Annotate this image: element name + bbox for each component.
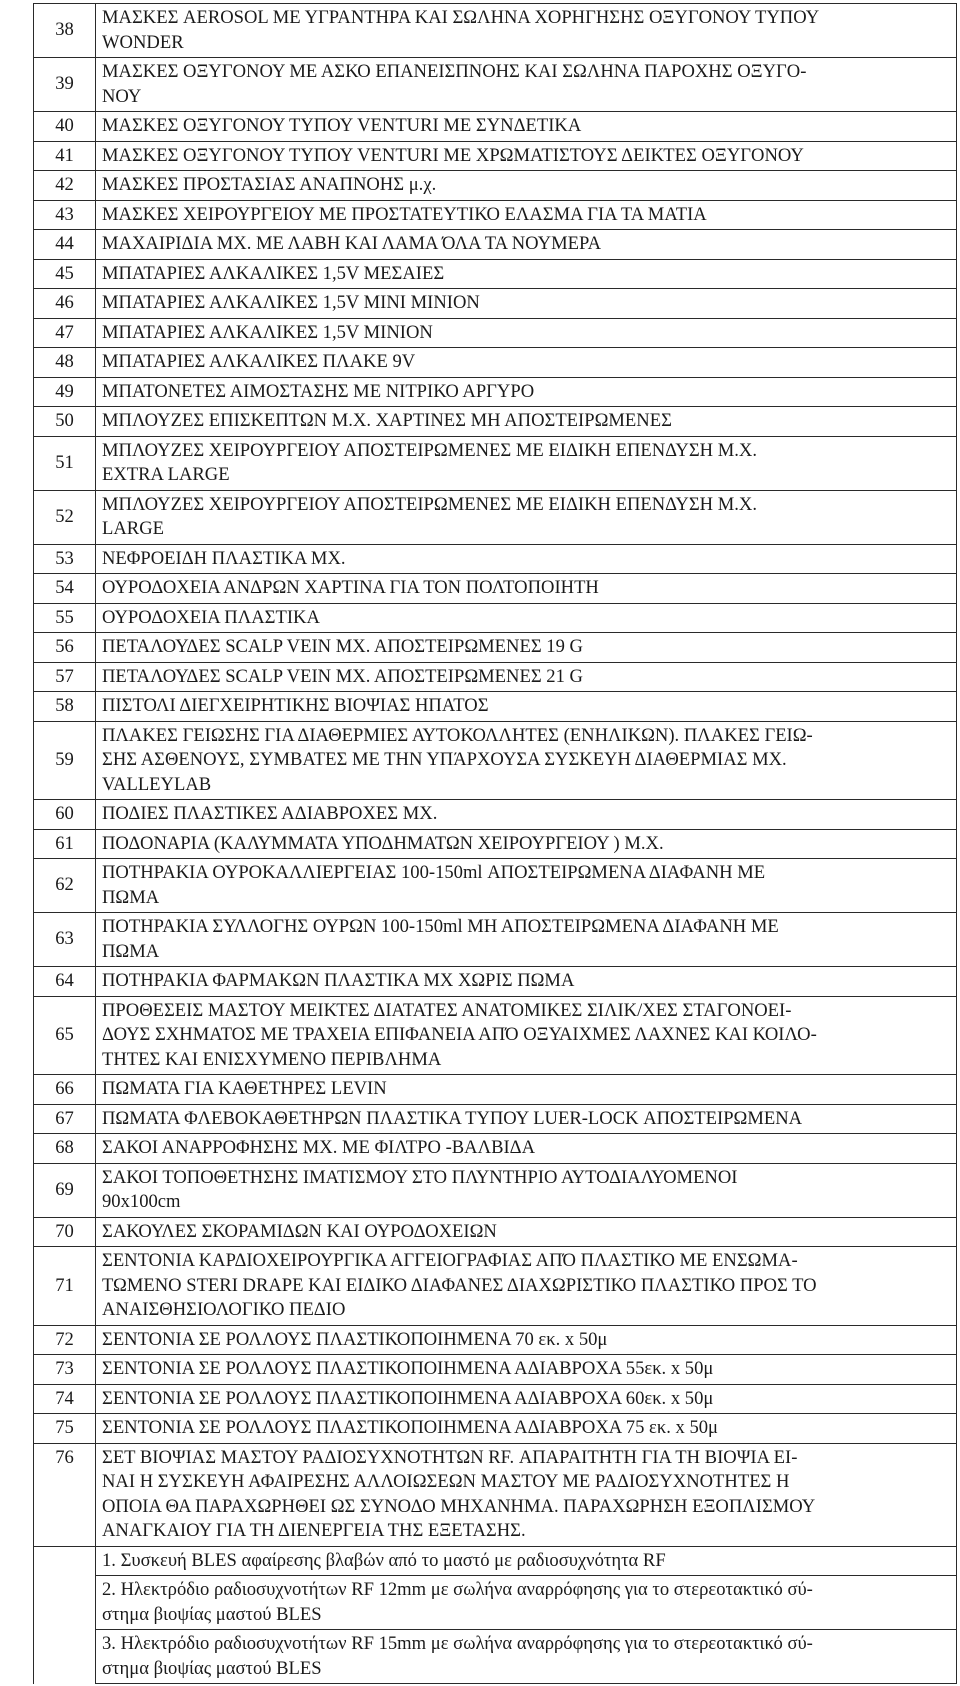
description-line: ΠΩΜΑΤΑ ΦΛΕΒΟΚΑΘΕΤΗΡΩΝ ΠΛΑΣΤΙΚΑ ΤΥΠΟΥ LUER-LOCK ΑΠΟΣΤΕΙΡΩΜΕΝΑ bbox=[102, 1107, 803, 1129]
item-number: 51 bbox=[34, 436, 96, 490]
item-description bbox=[96, 662, 957, 692]
description-line: ΠΩΜΑΤΑ ΓΙΑ ΚΑΘΕΤΗΡΕΣ LEVIN bbox=[102, 1078, 387, 1099]
table-row bbox=[34, 4, 957, 58]
table-row bbox=[34, 721, 957, 800]
table-row bbox=[34, 1217, 957, 1247]
table-row bbox=[34, 1247, 957, 1326]
description-line: ΣΗΣ ΑΣΘΕΝΟΥΣ, ΣΥΜΒΑΤΕΣ ΜΕ ΤΗΝ ΥΠΆΡΧΟΥΣΑ ΣΥΣΚΕΥΗ ΔΙΑΘΕΡΜΙΑΣ ΜΧ. bbox=[102, 749, 787, 770]
description-line: LARGE bbox=[102, 518, 164, 539]
table-row bbox=[34, 996, 957, 1075]
description-line: ΣΕΤ ΒΙΟΨΙΑΣ ΜΑΣΤΟΥ ΡΑΔΙΟΣΥΧΝΟΤΗΤΩΝ RF. ΑΠΑΡΑΙΤΗΤΗ ΓΙΑ ΤΗ ΒΙΟΨΙΑ ΕΙ- bbox=[102, 1446, 798, 1468]
description-line: 1. Συσκευή BLES αφαίρεσης βλαβών από το μαστό με ραδιοσυχνότητα RF bbox=[102, 1549, 666, 1571]
description-line: ΜΠΑΤΑΡΙΕΣ ΑΛΚΑΛΙΚΕΣ 1,5V MINI MINION bbox=[102, 292, 480, 313]
description-line: ΠΟΤΗΡΑΚΙΑ ΣΥΛΛΟΓΗΣ ΟΥΡΩΝ 100-150ml ΜΗ ΑΠΟΣΤΕΙΡΩΜΕΝΑ ΔΙΑΦΑΝΗ ΜΕ bbox=[102, 916, 779, 937]
item-number: 44 bbox=[34, 230, 96, 260]
item-description bbox=[96, 259, 957, 289]
item-description bbox=[96, 913, 957, 967]
table-row bbox=[34, 1576, 957, 1630]
table-row bbox=[34, 490, 957, 544]
table-row bbox=[34, 112, 957, 142]
table-row bbox=[34, 377, 957, 407]
item-number: 64 bbox=[34, 967, 96, 997]
table-row bbox=[34, 633, 957, 663]
table-row bbox=[34, 289, 957, 319]
description-line: ΝΟΥ bbox=[102, 85, 142, 107]
table-row bbox=[34, 574, 957, 604]
item-number: 55 bbox=[34, 603, 96, 633]
description-line: ΣΕΝΤΟΝΙΑ ΣΕ ΡΟΛΛΟΥΣ ΠΛΑΣΤΙΚΟΠΟΙΗΜΕΝΑ 70 εκ. x 50μ bbox=[102, 1328, 608, 1350]
description-line: ΟΥΡΟΔΟΧΕΙΑ ΑΝΔΡΩΝ ΧΑΡΤΙΝΑ ΓΙΑ ΤΟΝ ΠΟΛΤΟΠΟΙΗΤΗ bbox=[102, 577, 599, 598]
item-description bbox=[96, 318, 957, 348]
description-line: ΜΠΛΟΥΖΕΣ ΧΕΙΡΟΥΡΓΕΙΟΥ ΑΠΟΣΤΕΙΡΩΜΕΝΕΣ ΜΕ ΕΙΔΙΚΗ ΕΠΕΝΔΥΣΗ Μ.Χ. bbox=[102, 493, 757, 515]
sub-item-description bbox=[96, 1630, 957, 1684]
description-line: ΜΠΑΤΑΡΙΕΣ ΑΛΚΑΛΙΚΕΣ ΠΛΑΚΕ 9V bbox=[102, 351, 416, 372]
description-line: ΜΠΑΤΟΝΕΤΕΣ ΑΙΜΟΣΤΑΣΗΣ ΜΕ ΝΙΤΡΙΚΟ ΑΡΓΥΡΟ bbox=[102, 380, 535, 402]
item-number bbox=[34, 1576, 96, 1630]
item-number: 70 bbox=[34, 1217, 96, 1247]
item-description bbox=[96, 1247, 957, 1326]
item-number: 39 bbox=[34, 58, 96, 112]
item-number: 57 bbox=[34, 662, 96, 692]
table-row bbox=[34, 407, 957, 437]
table-row bbox=[34, 692, 957, 722]
item-description bbox=[96, 200, 957, 230]
table-row bbox=[34, 829, 957, 859]
description-line: ΔΟΥΣ ΣΧΗΜΑΤΟΣ ΜΕ ΤΡΑΧΕΙΑ ΕΠΙΦΑΝΕΙΑ ΑΠΌ ΟΞΥΑΙΧΜΕΣ ΛΑΧΝΕΣ ΚΑΙ ΚΟΙΛΟ- bbox=[102, 1024, 817, 1045]
item-number: 52 bbox=[34, 490, 96, 544]
description-line: ΣΕΝΤΟΝΙΑ ΣΕ ΡΟΛΛΟΥΣ ΠΛΑΣΤΙΚΟΠΟΙΗΜΕΝΑ ΑΔΙΑΒΡΟΧΑ 60εκ. x 50μ bbox=[102, 1387, 714, 1409]
item-number: 65 bbox=[34, 996, 96, 1075]
item-description bbox=[96, 692, 957, 722]
table-row bbox=[34, 859, 957, 913]
description-line: ΜΑΣΚΕΣ ΧΕΙΡΟΥΡΓΕΙΟΥ ΜΕ ΠΡΟΣΤΑΤΕΥΤΙΚΟ ΕΛΑΣΜΑ ΓΙΑ ΤΑ ΜΑΤΙΑ bbox=[102, 203, 707, 225]
item-description bbox=[96, 859, 957, 913]
item-description bbox=[96, 230, 957, 260]
description-line: ΠΟΤΗΡΑΚΙΑ ΦΑΡΜΑΚΩΝ ΠΛΑΣΤΙΚΑ ΜΧ ΧΩΡΙΣ ΠΩΜΑ bbox=[102, 970, 575, 991]
table-row bbox=[34, 1325, 957, 1355]
item-description bbox=[96, 633, 957, 663]
item-description bbox=[96, 996, 957, 1075]
item-description bbox=[96, 967, 957, 997]
item-description bbox=[96, 1414, 957, 1444]
description-line: ΜΑΣΚΕΣ ΟΞΥΓΟΝΟΥ ΤΥΠΟΥ VENTURI ΜΕ ΣΥΝΔΕΤΙΚΑ bbox=[102, 115, 582, 136]
table-row bbox=[34, 1630, 957, 1684]
description-line: ΜΑΣΚΕΣ ΟΞΥΓΟΝΟΥ ΤΥΠΟΥ VENTURI ΜΕ ΧΡΩΜΑΤΙΣΤΟΥΣ ΔΕΙΚΤΕΣ ΟΞΥΓΟΝΟΥ bbox=[102, 144, 804, 166]
item-description bbox=[96, 1384, 957, 1414]
item-number: 62 bbox=[34, 859, 96, 913]
item-number: 41 bbox=[34, 141, 96, 171]
description-line: VALLEYLAB bbox=[102, 773, 212, 795]
description-line: ΠΟΤΗΡΑΚΙΑ ΟΥΡΟΚΑΛΛΙΕΡΓΕΙΑΣ 100-150ml ΑΠΟΣΤΕΙΡΩΜΕΝΑ ΔΙΑΦΑΝΗ ΜΕ bbox=[102, 862, 766, 883]
description-line: ΝΑΙ Η ΣΥΣΚΕΥΗ ΑΦΑΙΡΕΣΗΣ ΑΛΛΟΙΩΣΕΩΝ ΜΑΣΤΟΥ ΜΕ ΡΑΔΙΟΣΥΧΝΟΤΗΤΕΣ Η bbox=[102, 1471, 790, 1492]
description-line: στημα βιοψίας μαστού BLES bbox=[102, 1657, 322, 1679]
description-line: WONDER bbox=[102, 31, 184, 53]
description-line: ΜΠΛΟΥΖΕΣ ΧΕΙΡΟΥΡΓΕΙΟΥ ΑΠΟΣΤΕΙΡΩΜΕΝΕΣ ΜΕ ΕΙΔΙΚΗ ΕΠΕΝΔΥΣΗ Μ.Χ. bbox=[102, 439, 757, 461]
table-row bbox=[34, 662, 957, 692]
item-description bbox=[96, 4, 957, 58]
description-line: ΠΛΑΚΕΣ ΓΕΙΩΣΗΣ ΓΙΑ ΔΙΑΘΕΡΜΙΕΣ ΑΥΤΟΚΟΛΛΗΤΕΣ (ΕΝΗΛΙΚΩΝ). ΠΛΑΚΕΣ ΓΕΙΩ- bbox=[102, 724, 813, 746]
item-description bbox=[96, 1163, 957, 1217]
item-number: 72 bbox=[34, 1325, 96, 1355]
item-number bbox=[34, 1630, 96, 1684]
description-line: ΟΠΟΙΑ ΘΑ ΠΑΡΑΧΩΡΗΘΕΙ ΩΣ ΣΥΝΟΔΟ ΜΗΧΑΝΗΜΑ. ΠΑΡΑΧΩΡΗΣΗ ΕΞΟΠΛΙΣΜΟΥ bbox=[102, 1495, 816, 1517]
table-row bbox=[34, 58, 957, 112]
item-description bbox=[96, 289, 957, 319]
item-number: 45 bbox=[34, 259, 96, 289]
description-line: ΠΕΤΑΛΟΥΔΕΣ SCALP VEIN ΜΧ. ΑΠΟΣΤΕΙΡΩΜΕΝΕΣ 19 G bbox=[102, 636, 583, 657]
item-number: 53 bbox=[34, 544, 96, 574]
item-description bbox=[96, 829, 957, 859]
table-row bbox=[34, 141, 957, 171]
item-number bbox=[34, 1546, 96, 1576]
item-number: 54 bbox=[34, 574, 96, 604]
item-description bbox=[96, 348, 957, 378]
table-row bbox=[34, 1134, 957, 1164]
item-number: 76 bbox=[34, 1443, 96, 1546]
description-line: ΣΕΝΤΟΝΙΑ ΚΑΡΔΙΟΧΕΙΡΟΥΡΓΙΚΑ ΑΓΓΕΙΟΓΡΑΦΙΑΣ ΑΠΌ ΠΛΑΣΤΙΚΟ ΜΕ ΕΝΣΩΜΑ- bbox=[102, 1250, 798, 1271]
description-line: ΠΩΜΑ bbox=[102, 886, 160, 908]
description-line: ΤΗΤΕΣ ΚΑΙ ΕΝΙΣΧΥΜΕΝΟ ΠΕΡΙΒΛΗΜΑ bbox=[102, 1048, 442, 1070]
description-line: ΠΟΔΙΕΣ ΠΛΑΣΤΙΚΕΣ ΑΔΙΑΒΡΟΧΕΣ ΜΧ. bbox=[102, 803, 438, 824]
item-description bbox=[96, 490, 957, 544]
table-row bbox=[34, 603, 957, 633]
description-line: ΑΝΑΙΣΘΗΣΙΟΛΟΓΙΚΟ ΠΕΔΙΟ bbox=[102, 1299, 346, 1320]
table-row bbox=[34, 259, 957, 289]
item-description bbox=[96, 721, 957, 800]
items-table bbox=[33, 3, 957, 1684]
item-number: 67 bbox=[34, 1104, 96, 1134]
table-row bbox=[34, 230, 957, 260]
description-line: ΣΑΚΟΥΛΕΣ ΣΚΟΡΑΜΙΔΩΝ ΚΑΙ ΟΥΡΟΔΟΧΕΙΩΝ bbox=[102, 1220, 497, 1242]
item-number: 58 bbox=[34, 692, 96, 722]
description-line: ΠΟΔΟΝΑΡΙΑ (ΚΑΛΥΜΜΑΤΑ ΥΠΟΔΗΜΑΤΩΝ ΧΕΙΡΟΥΡΓΕΙΟΥ ) Μ.Χ. bbox=[102, 832, 664, 854]
description-line: ΣΑΚΟΙ ΤΟΠΟΘΕΤΗΣΗΣ ΙΜΑΤΙΣΜΟΥ ΣΤΟ ΠΛΥΝΤΗΡΙΟ ΑΥΤΟΔΙΑΛΥΟΜΕΝΟΙ bbox=[102, 1166, 738, 1188]
description-line: ΣΕΝΤΟΝΙΑ ΣΕ ΡΟΛΛΟΥΣ ΠΛΑΣΤΙΚΟΠΟΙΗΜΕΝΑ ΑΔΙΑΒΡΟΧΑ 55εκ. x 50μ bbox=[102, 1358, 714, 1379]
table-row bbox=[34, 1443, 957, 1546]
table-row bbox=[34, 1414, 957, 1444]
description-line: ΠΕΤΑΛΟΥΔΕΣ SCALP VEIN ΜΧ. ΑΠΟΣΤΕΙΡΩΜΕΝΕΣ 21 G bbox=[102, 665, 583, 687]
table-row bbox=[34, 1075, 957, 1105]
item-description bbox=[96, 1443, 957, 1546]
item-number: 74 bbox=[34, 1384, 96, 1414]
description-line: στημα βιοψίας μαστού BLES bbox=[102, 1603, 322, 1625]
item-description bbox=[96, 1075, 957, 1105]
description-line: ΠΡΟΘΕΣΕΙΣ ΜΑΣΤΟΥ ΜΕΙΚΤΕΣ ΔΙΑΤΑΤΕΣ ΑΝΑΤΟΜΙΚΕΣ ΣΙΛΙΚ/ΧΕΣ ΣΤΑΓΟΝΟΕΙ- bbox=[102, 999, 792, 1021]
table-row bbox=[34, 436, 957, 490]
item-number: 48 bbox=[34, 348, 96, 378]
item-number: 47 bbox=[34, 318, 96, 348]
description-line: ΜΑΣΚΕΣ ΟΞΥΓΟΝΟΥ ΜΕ ΑΣΚΟ ΕΠΑΝΕΙΣΠΝΟΗΣ ΚΑΙ ΣΩΛΗΝΑ ΠΑΡΟΧΗΣ ΟΞΥΓΟ- bbox=[102, 61, 807, 82]
sub-item-description bbox=[96, 1546, 957, 1576]
description-line: ΠΩΜΑ bbox=[102, 940, 160, 962]
description-line: 2. Ηλεκτρόδιο ραδιοσυχνοτήτων RF 12mm με σωλήνα αναρρόφησης για το στερεοτακτικό σύ- bbox=[102, 1579, 813, 1600]
description-line: 90x100cm bbox=[102, 1191, 181, 1212]
table-row bbox=[34, 800, 957, 830]
item-description bbox=[96, 436, 957, 490]
item-description bbox=[96, 544, 957, 574]
item-description bbox=[96, 1104, 957, 1134]
item-number: 68 bbox=[34, 1134, 96, 1164]
table-row bbox=[34, 967, 957, 997]
item-number: 59 bbox=[34, 721, 96, 800]
description-line: ΝΕΦΡΟΕΙΔΗ ΠΛΑΣΤΙΚΑ ΜΧ. bbox=[102, 547, 346, 569]
description-line: ΜΑΣΚΕΣ ΠΡΟΣΤΑΣΙΑΣ ΑΝΑΠΝΟΗΣ μ.χ. bbox=[102, 174, 437, 195]
item-number: 38 bbox=[34, 4, 96, 58]
item-description bbox=[96, 574, 957, 604]
description-line: 3. Ηλεκτρόδιο ραδιοσυχνοτήτων RF 15mm με σωλήνα αναρρόφησης για το στερεοτακτικό σύ- bbox=[102, 1633, 813, 1654]
item-number: 42 bbox=[34, 171, 96, 201]
table-body bbox=[34, 4, 957, 1684]
description-line: ΟΥΡΟΔΟΧΕΙΑ ΠΛΑΣΤΙΚΑ bbox=[102, 606, 320, 628]
item-description bbox=[96, 1355, 957, 1385]
table-row bbox=[34, 1384, 957, 1414]
table-row bbox=[34, 544, 957, 574]
item-description bbox=[96, 58, 957, 112]
item-number: 69 bbox=[34, 1163, 96, 1217]
table-row bbox=[34, 200, 957, 230]
item-number: 73 bbox=[34, 1355, 96, 1385]
item-description bbox=[96, 171, 957, 201]
table-row bbox=[34, 913, 957, 967]
item-number: 43 bbox=[34, 200, 96, 230]
item-description bbox=[96, 1134, 957, 1164]
description-line: ΜΠΑΤΑΡΙΕΣ ΑΛΚΑΛΙΚΕΣ 1,5V MINION bbox=[102, 321, 433, 343]
description-line: ΣΑΚΟΙ ΑΝΑΡΡΟΦΗΣΗΣ ΜΧ. ΜΕ ΦΙΛΤΡΟ -ΒΑΛΒΙΔΑ bbox=[102, 1137, 536, 1158]
item-number: 46 bbox=[34, 289, 96, 319]
table-row bbox=[34, 1546, 957, 1576]
item-number: 61 bbox=[34, 829, 96, 859]
item-description bbox=[96, 1325, 957, 1355]
item-description bbox=[96, 112, 957, 142]
item-number: 49 bbox=[34, 377, 96, 407]
table-row bbox=[34, 171, 957, 201]
item-number: 63 bbox=[34, 913, 96, 967]
item-number: 71 bbox=[34, 1247, 96, 1326]
description-line: ΜΠΑΤΑΡΙΕΣ ΑΛΚΑΛΙΚΕΣ 1,5V ΜΕΣΑΙΕΣ bbox=[102, 262, 445, 284]
item-number: 56 bbox=[34, 633, 96, 663]
item-description bbox=[96, 1217, 957, 1247]
item-description bbox=[96, 377, 957, 407]
item-number: 66 bbox=[34, 1075, 96, 1105]
description-line: ΣΕΝΤΟΝΙΑ ΣΕ ΡΟΛΛΟΥΣ ΠΛΑΣΤΙΚΟΠΟΙΗΜΕΝΑ ΑΔΙΑΒΡΟΧΑ 75 εκ. x 50μ bbox=[102, 1417, 719, 1438]
item-description bbox=[96, 141, 957, 171]
table-row bbox=[34, 318, 957, 348]
item-number: 60 bbox=[34, 800, 96, 830]
item-description bbox=[96, 800, 957, 830]
item-number: 75 bbox=[34, 1414, 96, 1444]
description-line: ΠΙΣΤΟΛΙ ΔΙΕΓΧΕΙΡΗΤΙΚΗΣ ΒΙΟΨΙΑΣ ΗΠΑΤΟΣ bbox=[102, 695, 489, 716]
item-number: 40 bbox=[34, 112, 96, 142]
description-line: ΜΑΧΑΙΡΙΔΙΑ ΜΧ. ΜΕ ΛΑΒΗ ΚΑΙ ΛΑΜΑ ΌΛΑ ΤΑ ΝΟΥΜΕΡΑ bbox=[102, 233, 602, 254]
sub-item-description bbox=[96, 1576, 957, 1630]
table-row bbox=[34, 348, 957, 378]
table-row bbox=[34, 1163, 957, 1217]
item-description bbox=[96, 603, 957, 633]
item-description bbox=[96, 407, 957, 437]
description-line: ΑΝΑΓΚΑΙΟΥ ΓΙΑ ΤΗ ΔΙΕΝΕΡΓΕΙΑ ΤΗΣ ΕΞΕΤΑΣΗΣ. bbox=[102, 1520, 526, 1541]
description-line: ΤΩΜΕΝΟ STERI DRAPE ΚΑΙ ΕΙΔΙΚΟ ΔΙΑΦΑΝΕΣ ΔΙΑΧΩΡΙΣΤΙΚΟ ΠΛΑΣΤΙΚΟ ΠΡΟΣ ΤΟ bbox=[102, 1274, 817, 1296]
description-line: ΜΑΣΚΕΣ AEROSOL ΜΕ ΥΓΡΑΝΤΗΡΑ ΚΑΙ ΣΩΛΗΝΑ ΧΟΡΗΓΗΣΗΣ ΟΞΥΓΟΝΟΥ ΤΥΠΟΥ bbox=[102, 7, 820, 28]
table-row bbox=[34, 1355, 957, 1385]
description-line: EXTRA LARGE bbox=[102, 464, 230, 485]
description-line: ΜΠΛΟΥΖΕΣ ΕΠΙΣΚΕΠΤΩΝ Μ.Χ. ΧΑΡΤΙΝΕΣ ΜΗ ΑΠΟΣΤΕΙΡΩΜΕΝΕΣ bbox=[102, 410, 672, 431]
item-number: 50 bbox=[34, 407, 96, 437]
table-row bbox=[34, 1104, 957, 1134]
